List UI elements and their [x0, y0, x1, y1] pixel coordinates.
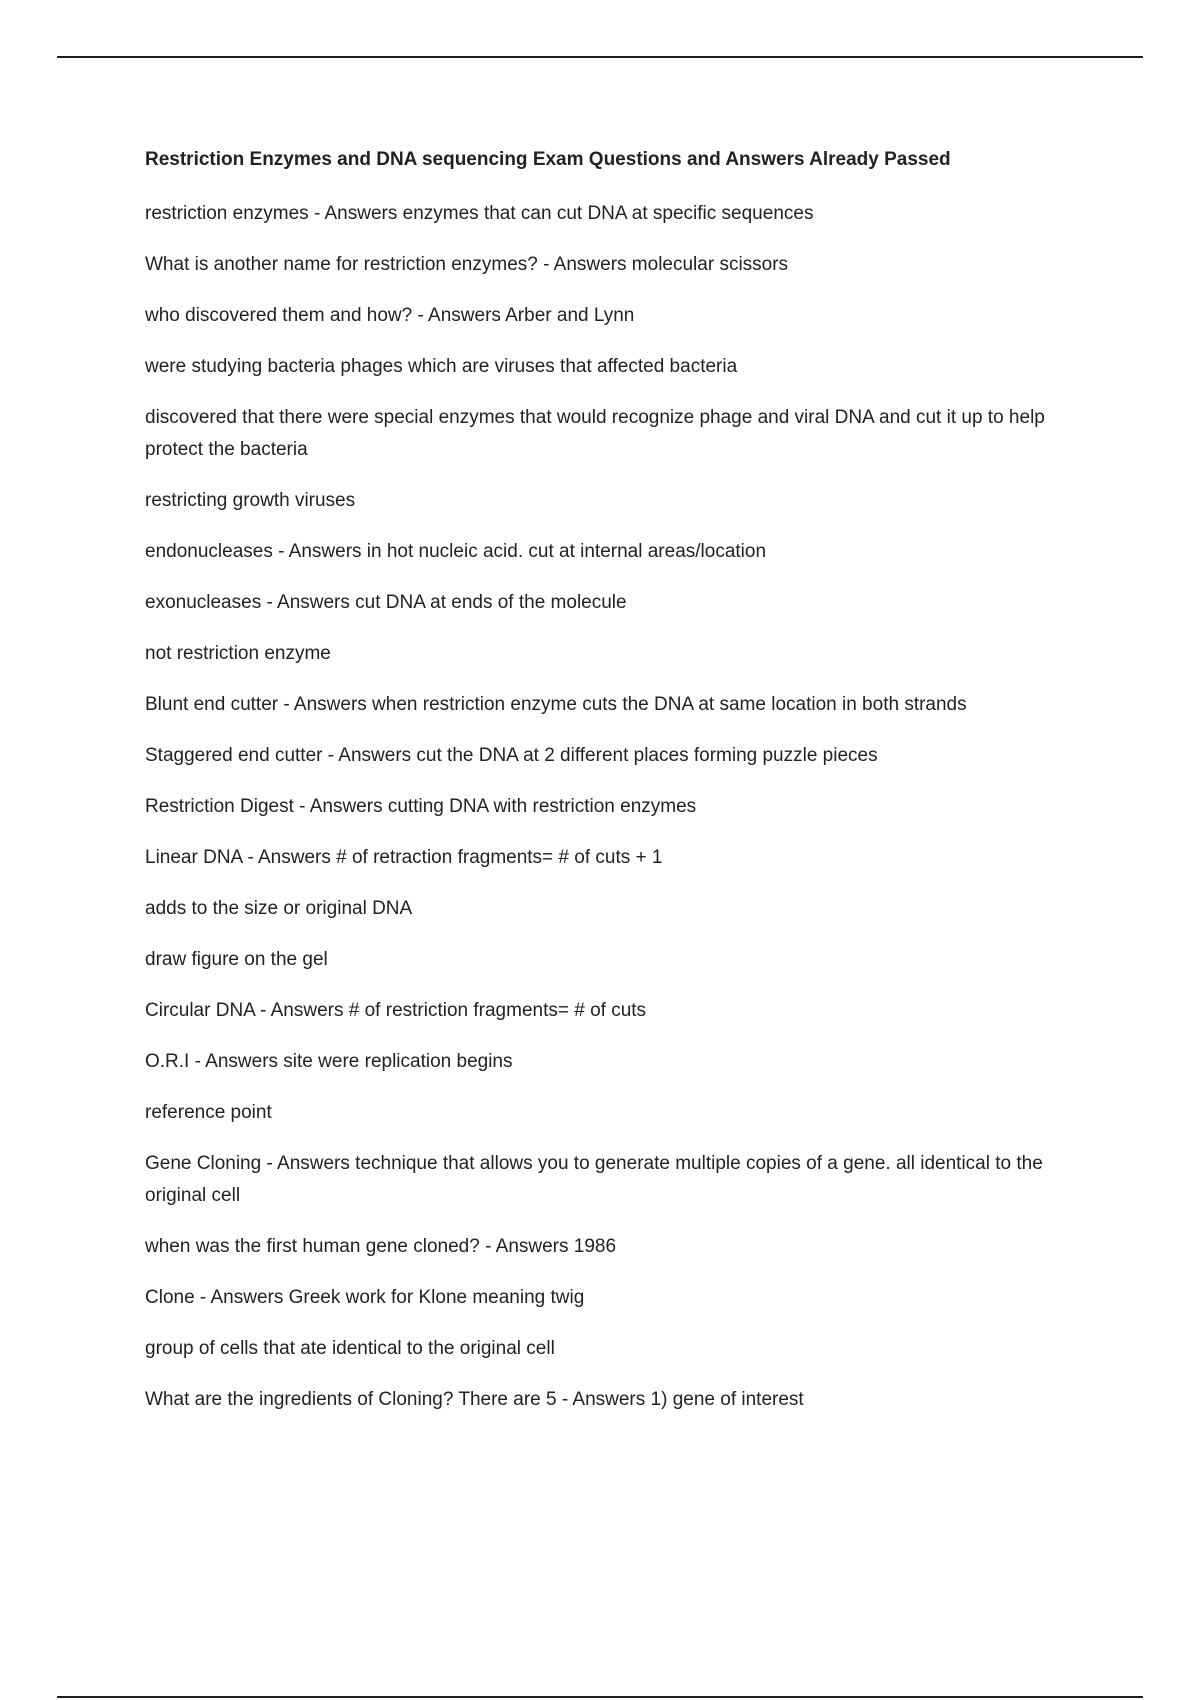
paragraph: were studying bacteria phages which are viruses that affected bacteria	[145, 356, 738, 377]
paragraph: discovered that there were special enzymes that would recognize phage and viral DNA and cut it up to help protect the bacteria	[145, 407, 1045, 460]
qa-list	[145, 198, 1075, 1416]
paragraph: draw figure on the gel	[145, 949, 328, 970]
paragraph: O.R.I - Answers site were replication begins	[145, 1051, 513, 1072]
paragraph: reference point	[145, 1102, 272, 1123]
paragraph: restriction enzymes - Answers enzymes that can cut DNA at specific sequences	[145, 203, 814, 224]
paragraph: Circular DNA - Answers # of restriction fragments= # of cuts	[145, 1000, 647, 1021]
paragraph: Blunt end cutter - Answers when restriction enzyme cuts the DNA at same location in both strands	[145, 694, 967, 715]
paragraph: Restriction Digest - Answers cutting DNA with restriction enzymes	[145, 796, 697, 817]
paragraph: Staggered end cutter - Answers cut the DNA at 2 different places forming puzzle pieces	[145, 745, 878, 766]
paragraph: What is another name for restriction enzymes? - Answers molecular scissors	[145, 254, 789, 275]
paragraph: exonucleases - Answers cut DNA at ends of the molecule	[145, 592, 627, 613]
paragraph: adds to the size or original DNA	[145, 898, 413, 919]
paragraph: when was the first human gene cloned? - Answers 1986	[145, 1236, 617, 1257]
paragraph: What are the ingredients of Cloning? There are 5 - Answers 1) gene of interest	[145, 1389, 804, 1410]
document-title: Restriction Enzymes and DNA sequencing Exam Questions and Answers Already Passed	[145, 149, 951, 170]
document-body	[145, 147, 1075, 1435]
header-rule	[57, 56, 1143, 58]
footer-rule	[57, 1696, 1143, 1698]
paragraph: restricting growth viruses	[145, 490, 356, 511]
paragraph: not restriction enzyme	[145, 643, 331, 664]
paragraph: group of cells that ate identical to the original cell	[145, 1338, 555, 1359]
paragraph: Linear DNA - Answers # of retraction fragments= # of cuts + 1	[145, 847, 663, 868]
paragraph: endonucleases - Answers in hot nucleic acid. cut at internal areas/location	[145, 541, 767, 562]
paragraph: Clone - Answers Greek work for Klone meaning twig	[145, 1287, 585, 1308]
paragraph: who discovered them and how? - Answers Arber and Lynn	[145, 305, 635, 326]
paragraph: Gene Cloning - Answers technique that allows you to generate multiple copies of a gene. all identical to the original cell	[145, 1153, 1043, 1206]
